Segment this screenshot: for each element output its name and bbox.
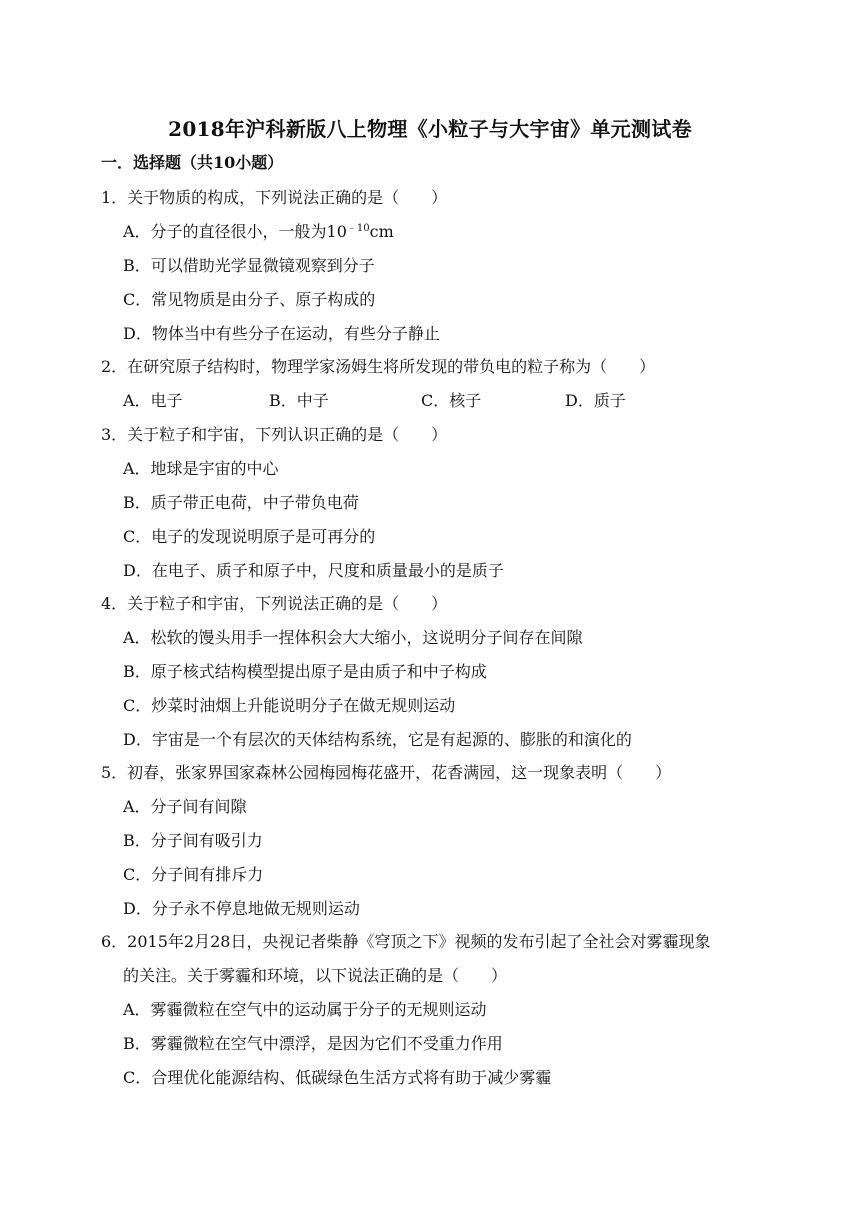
question-1-option-a-exponent: ﹣10: [346, 223, 370, 234]
question-6-option-b: B．雾霾微粒在空气中漂浮，是因为它们不受重力作用: [123, 1034, 503, 1053]
question-4-option-c: C．炒菜时油烟上升能说明分子在做无规则运动: [123, 696, 456, 715]
question-1-option-a: [123, 221, 394, 243]
document-title: 2018年沪科新版八上物理《小粒子与大宇宙》单元测试卷: [168, 117, 692, 141]
question-2-option-d: D．质子: [565, 391, 626, 410]
question-1-option-c: C．常见物质是由分子、原子构成的: [123, 290, 376, 309]
question-2-stem: 2．在研究原子结构时，物理学家汤姆生将所发现的带负电的粒子称为（ ）: [101, 357, 656, 376]
question-3-option-d: D．在电子、质子和原子中，尺度和质量最小的是质子: [123, 561, 504, 580]
question-6-option-c: C．合理优化能源结构、低碳绿色生活方式将有助于减少雾霾: [123, 1068, 552, 1087]
question-1-option-a-text: A．分子的直径很小，一般为10: [123, 222, 347, 241]
question-1-stem: 1．关于物质的构成，下列说法正确的是（ ）: [101, 188, 448, 207]
question-3-option-c: C．电子的发现说明原子是可再分的: [123, 527, 376, 546]
question-2-option-c: C．核子: [421, 391, 482, 410]
question-2-option-b: B．中子: [269, 391, 329, 410]
question-5-stem: 5．初春，张家界国家森林公园梅园梅花盛开，花香满园，这一现象表明（ ）: [101, 763, 672, 782]
question-5-option-b: B．分子间有吸引力: [123, 831, 263, 850]
question-4-option-d: D．宇宙是一个有层次的天体结构系统，它是有起源的、膨胀的和演化的: [123, 730, 632, 749]
question-6-stem-line-2: 的关注。关于雾霾和环境，以下说法正确的是（ ）: [123, 966, 508, 985]
question-3-stem: 3．关于粒子和宇宙，下列认识正确的是（ ）: [101, 425, 448, 444]
section-heading: 一．选择题（共10小题）: [101, 153, 284, 172]
question-1-option-a-unit: cm: [369, 222, 394, 241]
question-4-stem: 4．关于粒子和宇宙，下列说法正确的是（ ）: [101, 594, 448, 613]
question-3-option-a: A．地球是宇宙的中心: [123, 459, 279, 478]
question-6-option-a: A．雾霾微粒在空气中的运动属于分子的无规则运动: [123, 1000, 487, 1019]
question-5-option-c: C．分子间有排斥力: [123, 865, 264, 884]
question-1-option-d: D．物体当中有些分子在运动，有些分子静止: [123, 324, 440, 343]
question-4-option-b: B．原子核式结构模型提出原子是由质子和中子构成: [123, 662, 487, 681]
question-4-option-a: A．松软的馒头用手一捏体积会大大缩小，这说明分子间存在间隙: [123, 628, 583, 647]
question-2-option-a: A．电子: [123, 391, 183, 410]
question-1-option-b: B．可以借助光学显微镜观察到分子: [123, 256, 375, 275]
question-3-option-b: B．质子带正电荷，中子带负电荷: [123, 493, 359, 512]
question-5-option-a: A．分子间有间隙: [123, 797, 247, 816]
question-6-stem-line-1: 6．2015年2月28日，央视记者柴静《穹顶之下》视频的发布引起了全社会对雾霾现象: [101, 932, 711, 951]
question-5-option-d: D．分子永不停息地做无规则运动: [123, 899, 360, 918]
